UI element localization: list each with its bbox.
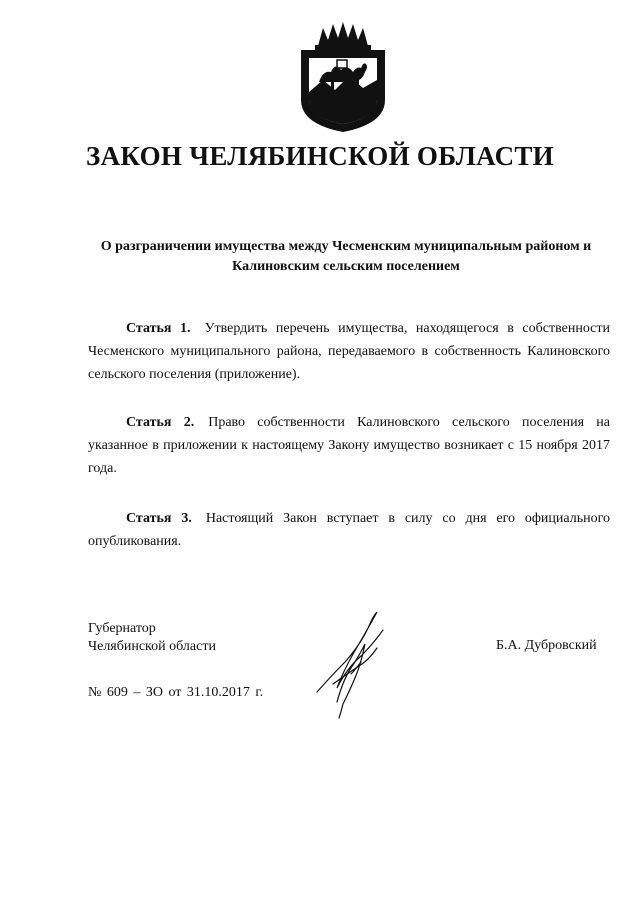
article-1-text: Утвердить перечень имущества, находящегося в собственности Чесменского муниципального района, передаваемого в собственность Калиновского сельского поселения (приложение).	[88, 321, 610, 382]
article-2	[88, 411, 610, 480]
signatory-position	[88, 620, 216, 656]
position-line-2: Челябинской области	[88, 639, 216, 654]
handwritten-signature	[303, 604, 403, 724]
article-3-text: Настоящий Закон вступает в силу со дня его официального опубликования.	[88, 511, 611, 549]
article-2-text: Право собственности Калиновского сельского поселения на указанное в приложении к настоящему Закону имущество возникает с 15 ноября 2017 года.	[88, 415, 610, 476]
subtitle-line-2: Калиновским сельским поселением	[232, 259, 460, 274]
position-line-1: Губернатор	[88, 621, 156, 636]
law-subtitle	[90, 237, 602, 277]
document-title: ЗАКОН ЧЕЛЯБИНСКОЙ ОБЛАСТИ	[86, 141, 554, 171]
law-number: № 609 – ЗО от 31.10.2017 г.	[88, 685, 264, 700]
article-1-label: Статья 1.	[126, 321, 191, 336]
subtitle-line-1: О разграничении имущества между Чесменским муниципальным районом и	[100, 239, 592, 254]
article-2-label: Статья 2.	[126, 415, 195, 430]
governor-name: Б.А. Дубровский	[496, 638, 597, 653]
article-3	[88, 507, 610, 553]
article-3-label: Статья 3.	[126, 511, 192, 526]
article-1	[88, 317, 610, 386]
coat-of-arms-emblem	[293, 20, 393, 134]
